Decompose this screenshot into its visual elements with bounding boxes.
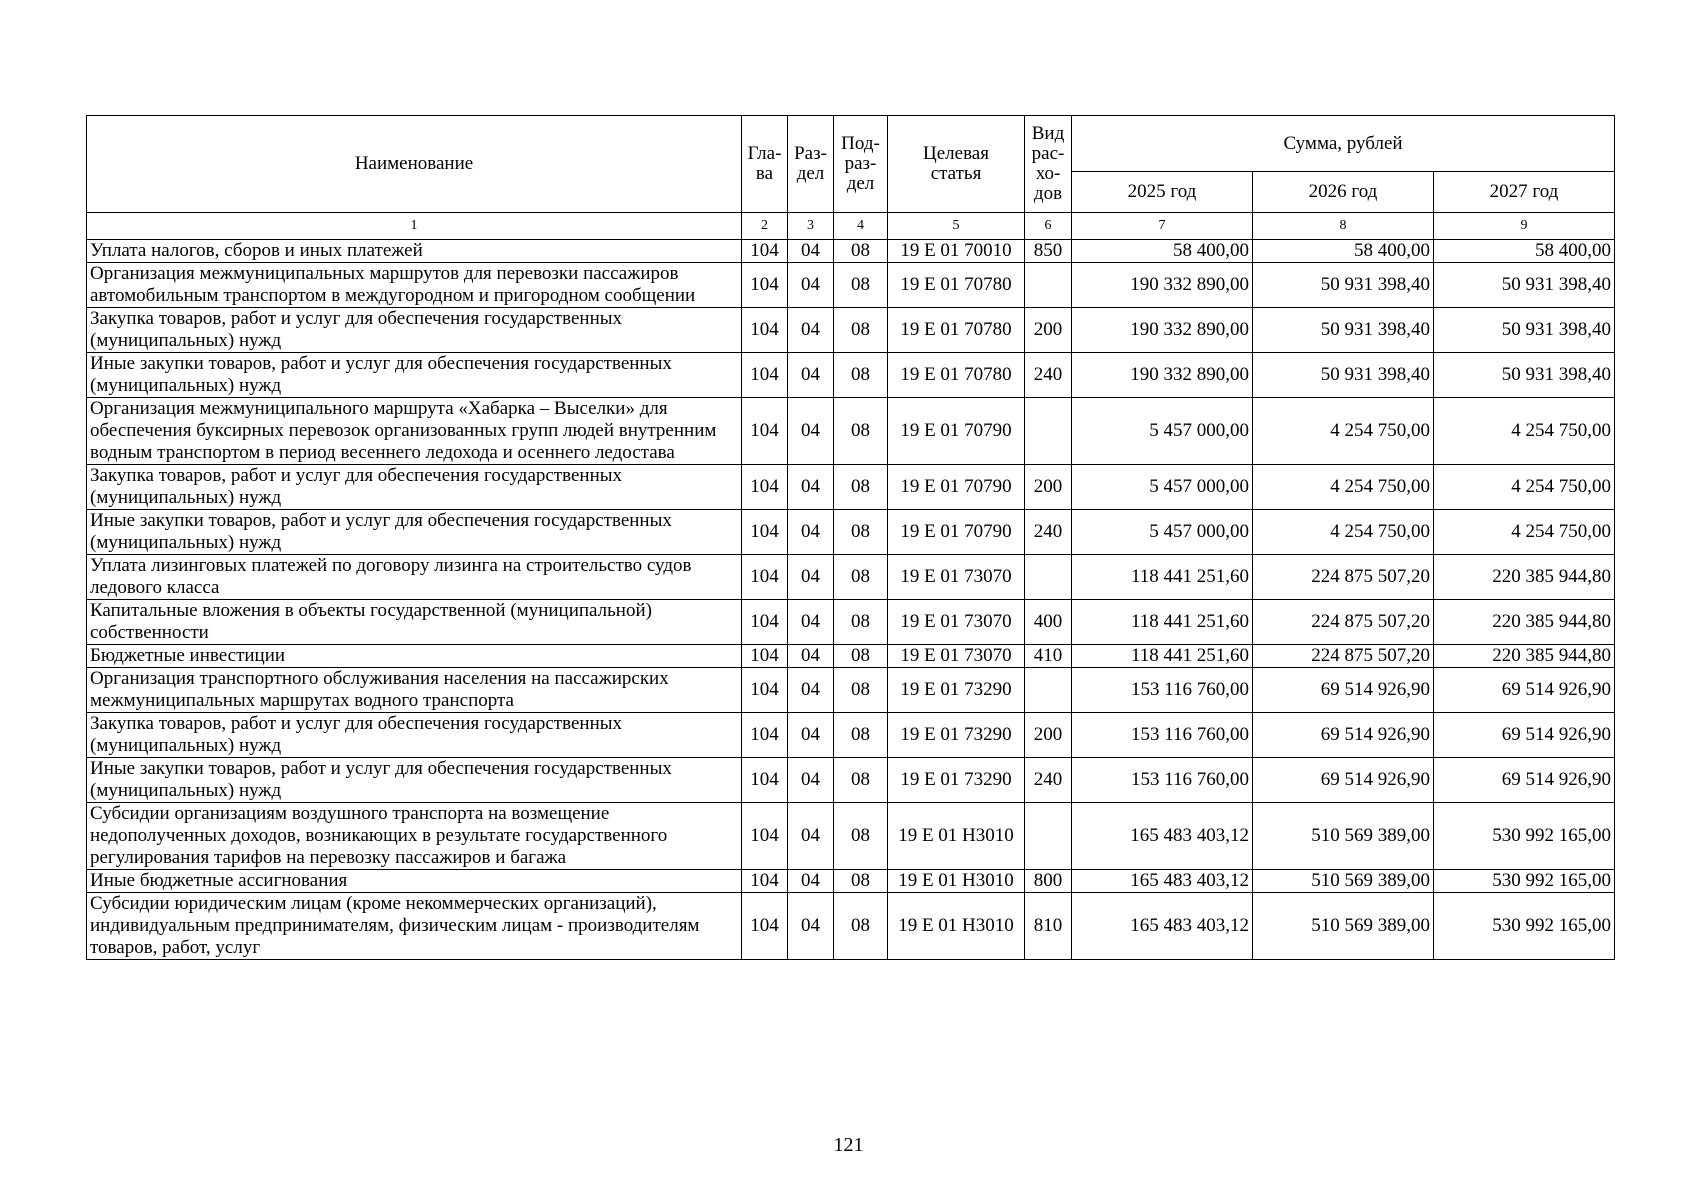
cell-tselevaya-statya: 19 Е 01 73290 — [888, 758, 1025, 803]
cell-podrazdel: 08 — [834, 668, 888, 713]
cell-vid-raskhodov — [1025, 263, 1072, 308]
cell-sum-2027: 50 931 398,40 — [1434, 263, 1615, 308]
cell-tselevaya-statya: 19 Е 01 70010 — [888, 240, 1025, 263]
header-podrazdel: Под- раз- дел — [834, 116, 888, 213]
table-header — [87, 116, 1615, 240]
cell-glava: 104 — [742, 758, 788, 803]
cell-podrazdel: 08 — [834, 398, 888, 465]
cell-sum-2025: 5 457 000,00 — [1072, 510, 1253, 555]
cell-sum-2026: 224 875 507,20 — [1253, 555, 1434, 600]
cell-vid-raskhodov — [1025, 555, 1072, 600]
cell-podrazdel: 08 — [834, 510, 888, 555]
cell-name: Закупка товаров, работ и услуг для обеспечения государственных (муниципальных) нужд — [87, 308, 742, 353]
cell-name: Субсидии юридическим лицам (кроме некоммерческих организаций), индивидуальным предпринимателям, физическим лицам - производителям товаров, работ, услуг — [87, 893, 742, 960]
cell-sum-2027: 50 931 398,40 — [1434, 353, 1615, 398]
cell-sum-2025: 58 400,00 — [1072, 240, 1253, 263]
cell-sum-2027: 530 992 165,00 — [1434, 870, 1615, 893]
cell-sum-2026: 69 514 926,90 — [1253, 758, 1434, 803]
cell-sum-2025: 153 116 760,00 — [1072, 758, 1253, 803]
table-row — [87, 263, 1615, 308]
cell-razdel: 04 — [788, 353, 834, 398]
cell-podrazdel: 08 — [834, 645, 888, 668]
table-row — [87, 398, 1615, 465]
cell-vid-raskhodov: 240 — [1025, 510, 1072, 555]
cell-sum-2027: 530 992 165,00 — [1434, 893, 1615, 960]
table-row — [87, 803, 1615, 870]
cell-sum-2025: 118 441 251,60 — [1072, 555, 1253, 600]
column-number: 8 — [1253, 213, 1434, 240]
cell-tselevaya-statya: 19 Е 01 70780 — [888, 308, 1025, 353]
cell-tselevaya-statya: 19 Е 01 73290 — [888, 668, 1025, 713]
cell-sum-2027: 50 931 398,40 — [1434, 308, 1615, 353]
column-number: 2 — [742, 213, 788, 240]
table-row — [87, 465, 1615, 510]
cell-sum-2027: 4 254 750,00 — [1434, 465, 1615, 510]
cell-razdel: 04 — [788, 893, 834, 960]
cell-razdel: 04 — [788, 465, 834, 510]
cell-tselevaya-statya: 19 Е 01 70780 — [888, 263, 1025, 308]
cell-glava: 104 — [742, 308, 788, 353]
cell-sum-2025: 190 332 890,00 — [1072, 263, 1253, 308]
cell-podrazdel: 08 — [834, 308, 888, 353]
cell-vid-raskhodov: 200 — [1025, 713, 1072, 758]
cell-sum-2026: 510 569 389,00 — [1253, 803, 1434, 870]
page-number: 121 — [833, 1134, 864, 1156]
cell-name: Иные закупки товаров, работ и услуг для обеспечения государственных (муниципальных) нужд — [87, 353, 742, 398]
cell-vid-raskhodov: 810 — [1025, 893, 1072, 960]
header-razdel: Раз- дел — [788, 116, 834, 213]
cell-sum-2025: 165 483 403,12 — [1072, 893, 1253, 960]
cell-tselevaya-statya: 19 Е 01 70790 — [888, 510, 1025, 555]
cell-podrazdel: 08 — [834, 713, 888, 758]
cell-sum-2027: 530 992 165,00 — [1434, 803, 1615, 870]
cell-sum-2026: 510 569 389,00 — [1253, 893, 1434, 960]
cell-razdel: 04 — [788, 713, 834, 758]
header-summa: Сумма, рублей — [1072, 116, 1615, 172]
cell-razdel: 04 — [788, 645, 834, 668]
cell-vid-raskhodov — [1025, 668, 1072, 713]
cell-sum-2027: 69 514 926,90 — [1434, 713, 1615, 758]
cell-sum-2025: 118 441 251,60 — [1072, 645, 1253, 668]
column-number: 6 — [1025, 213, 1072, 240]
cell-sum-2027: 69 514 926,90 — [1434, 758, 1615, 803]
cell-podrazdel: 08 — [834, 465, 888, 510]
cell-name: Уплата налогов, сборов и иных платежей — [87, 240, 742, 263]
cell-vid-raskhodov — [1025, 803, 1072, 870]
cell-name: Бюджетные инвестиции — [87, 645, 742, 668]
table-row — [87, 758, 1615, 803]
cell-vid-raskhodov: 800 — [1025, 870, 1072, 893]
cell-glava: 104 — [742, 870, 788, 893]
cell-vid-raskhodov: 200 — [1025, 465, 1072, 510]
cell-name: Капитальные вложения в объекты государственной (муниципальной) собственности — [87, 600, 742, 645]
cell-podrazdel: 08 — [834, 600, 888, 645]
cell-glava: 104 — [742, 240, 788, 263]
cell-glava: 104 — [742, 555, 788, 600]
column-number: 5 — [888, 213, 1025, 240]
cell-glava: 104 — [742, 510, 788, 555]
cell-sum-2025: 165 483 403,12 — [1072, 803, 1253, 870]
column-number-row — [87, 213, 1615, 240]
table-row — [87, 713, 1615, 758]
cell-razdel: 04 — [788, 600, 834, 645]
cell-vid-raskhodov: 410 — [1025, 645, 1072, 668]
cell-vid-raskhodov — [1025, 398, 1072, 465]
table-row — [87, 510, 1615, 555]
cell-vid-raskhodov: 240 — [1025, 353, 1072, 398]
column-number: 9 — [1434, 213, 1615, 240]
cell-podrazdel: 08 — [834, 758, 888, 803]
cell-podrazdel: 08 — [834, 555, 888, 600]
cell-glava: 104 — [742, 893, 788, 960]
cell-razdel: 04 — [788, 263, 834, 308]
table-row — [87, 353, 1615, 398]
cell-glava: 104 — [742, 263, 788, 308]
cell-sum-2027: 69 514 926,90 — [1434, 668, 1615, 713]
cell-name: Закупка товаров, работ и услуг для обеспечения государственных (муниципальных) нужд — [87, 713, 742, 758]
cell-sum-2026: 58 400,00 — [1253, 240, 1434, 263]
cell-sum-2026: 4 254 750,00 — [1253, 465, 1434, 510]
cell-razdel: 04 — [788, 308, 834, 353]
cell-tselevaya-statya: 19 Е 01 73290 — [888, 713, 1025, 758]
table-body — [87, 240, 1615, 960]
cell-tselevaya-statya: 19 Е 01 73070 — [888, 645, 1025, 668]
cell-sum-2026: 50 931 398,40 — [1253, 308, 1434, 353]
cell-sum-2027: 4 254 750,00 — [1434, 398, 1615, 465]
cell-glava: 104 — [742, 398, 788, 465]
cell-glava: 104 — [742, 645, 788, 668]
cell-podrazdel: 08 — [834, 353, 888, 398]
cell-tselevaya-statya: 19 Е 01 73070 — [888, 600, 1025, 645]
cell-podrazdel: 08 — [834, 240, 888, 263]
cell-razdel: 04 — [788, 555, 834, 600]
cell-razdel: 04 — [788, 510, 834, 555]
cell-name: Иные закупки товаров, работ и услуг для обеспечения государственных (муниципальных) нужд — [87, 758, 742, 803]
cell-razdel: 04 — [788, 870, 834, 893]
budget-table — [86, 115, 1615, 960]
table-row — [87, 555, 1615, 600]
cell-sum-2026: 50 931 398,40 — [1253, 353, 1434, 398]
cell-vid-raskhodov: 240 — [1025, 758, 1072, 803]
cell-razdel: 04 — [788, 758, 834, 803]
cell-tselevaya-statya: 19 Е 01 Н3010 — [888, 803, 1025, 870]
cell-name: Организация межмуниципальных маршрутов для перевозки пассажиров автомобильным транспортом в междугородном и пригородном сообщении — [87, 263, 742, 308]
cell-sum-2026: 4 254 750,00 — [1253, 510, 1434, 555]
cell-sum-2025: 5 457 000,00 — [1072, 465, 1253, 510]
cell-sum-2026: 510 569 389,00 — [1253, 870, 1434, 893]
cell-glava: 104 — [742, 713, 788, 758]
cell-sum-2026: 69 514 926,90 — [1253, 668, 1434, 713]
table-row — [87, 870, 1615, 893]
cell-sum-2026: 69 514 926,90 — [1253, 713, 1434, 758]
table-row — [87, 645, 1615, 668]
cell-sum-2027: 220 385 944,80 — [1434, 600, 1615, 645]
header-glava: Гла- ва — [742, 116, 788, 213]
column-number: 4 — [834, 213, 888, 240]
cell-vid-raskhodov: 400 — [1025, 600, 1072, 645]
cell-sum-2027: 220 385 944,80 — [1434, 555, 1615, 600]
cell-razdel: 04 — [788, 398, 834, 465]
cell-tselevaya-statya: 19 Е 01 Н3010 — [888, 870, 1025, 893]
cell-name: Субсидии организациям воздушного транспорта на возмещение недополученных доходов, возникающих в результате государственного регулирования тарифов на перевозку пассажиров и багажа — [87, 803, 742, 870]
cell-name: Организация межмуниципального маршрута «Хабарка – Выселки» для обеспечения буксирных перевозок организованных групп людей внутренним водным транспортом в период весеннего ледохода и осеннего ледостава — [87, 398, 742, 465]
cell-sum-2027: 4 254 750,00 — [1434, 510, 1615, 555]
cell-sum-2026: 4 254 750,00 — [1253, 398, 1434, 465]
column-number: 1 — [87, 213, 742, 240]
cell-sum-2026: 224 875 507,20 — [1253, 600, 1434, 645]
header-year-2027: 2027 год — [1434, 172, 1615, 213]
cell-sum-2025: 190 332 890,00 — [1072, 308, 1253, 353]
cell-razdel: 04 — [788, 803, 834, 870]
cell-sum-2027: 58 400,00 — [1434, 240, 1615, 263]
cell-razdel: 04 — [788, 668, 834, 713]
cell-sum-2025: 190 332 890,00 — [1072, 353, 1253, 398]
cell-sum-2025: 165 483 403,12 — [1072, 870, 1253, 893]
header-name: Наименование — [87, 116, 742, 213]
cell-name: Закупка товаров, работ и услуг для обеспечения государственных (муниципальных) нужд — [87, 465, 742, 510]
cell-vid-raskhodov: 200 — [1025, 308, 1072, 353]
header-vid-raskhodov: Вид рас- хо- дов — [1025, 116, 1072, 213]
cell-name: Уплата лизинговых платежей по договору лизинга на строительство судов ледового класса — [87, 555, 742, 600]
cell-glava: 104 — [742, 353, 788, 398]
table-row — [87, 308, 1615, 353]
cell-glava: 104 — [742, 600, 788, 645]
cell-tselevaya-statya: 19 Е 01 73070 — [888, 555, 1025, 600]
cell-glava: 104 — [742, 668, 788, 713]
header-year-2025: 2025 год — [1072, 172, 1253, 213]
cell-sum-2026: 50 931 398,40 — [1253, 263, 1434, 308]
header-tselevaya-statya: Целевая статья — [888, 116, 1025, 213]
cell-tselevaya-statya: 19 Е 01 70790 — [888, 465, 1025, 510]
column-number: 3 — [788, 213, 834, 240]
table-row — [87, 600, 1615, 645]
cell-razdel: 04 — [788, 240, 834, 263]
table-row — [87, 893, 1615, 960]
cell-tselevaya-statya: 19 Е 01 Н3010 — [888, 893, 1025, 960]
cell-name: Иные закупки товаров, работ и услуг для обеспечения государственных (муниципальных) нужд — [87, 510, 742, 555]
cell-podrazdel: 08 — [834, 803, 888, 870]
cell-tselevaya-statya: 19 Е 01 70790 — [888, 398, 1025, 465]
cell-sum-2025: 153 116 760,00 — [1072, 668, 1253, 713]
column-number: 7 — [1072, 213, 1253, 240]
cell-glava: 104 — [742, 465, 788, 510]
cell-podrazdel: 08 — [834, 893, 888, 960]
table-row — [87, 668, 1615, 713]
cell-tselevaya-statya: 19 Е 01 70780 — [888, 353, 1025, 398]
cell-name: Иные бюджетные ассигнования — [87, 870, 742, 893]
header-year-2026: 2026 год — [1253, 172, 1434, 213]
cell-sum-2027: 220 385 944,80 — [1434, 645, 1615, 668]
cell-podrazdel: 08 — [834, 263, 888, 308]
cell-podrazdel: 08 — [834, 870, 888, 893]
cell-sum-2025: 118 441 251,60 — [1072, 600, 1253, 645]
table-row — [87, 240, 1615, 263]
cell-name: Организация транспортного обслуживания населения на пассажирских межмуниципальных маршрутах водного транспорта — [87, 668, 742, 713]
cell-sum-2025: 5 457 000,00 — [1072, 398, 1253, 465]
cell-sum-2025: 153 116 760,00 — [1072, 713, 1253, 758]
cell-sum-2026: 224 875 507,20 — [1253, 645, 1434, 668]
cell-vid-raskhodov: 850 — [1025, 240, 1072, 263]
cell-glava: 104 — [742, 803, 788, 870]
